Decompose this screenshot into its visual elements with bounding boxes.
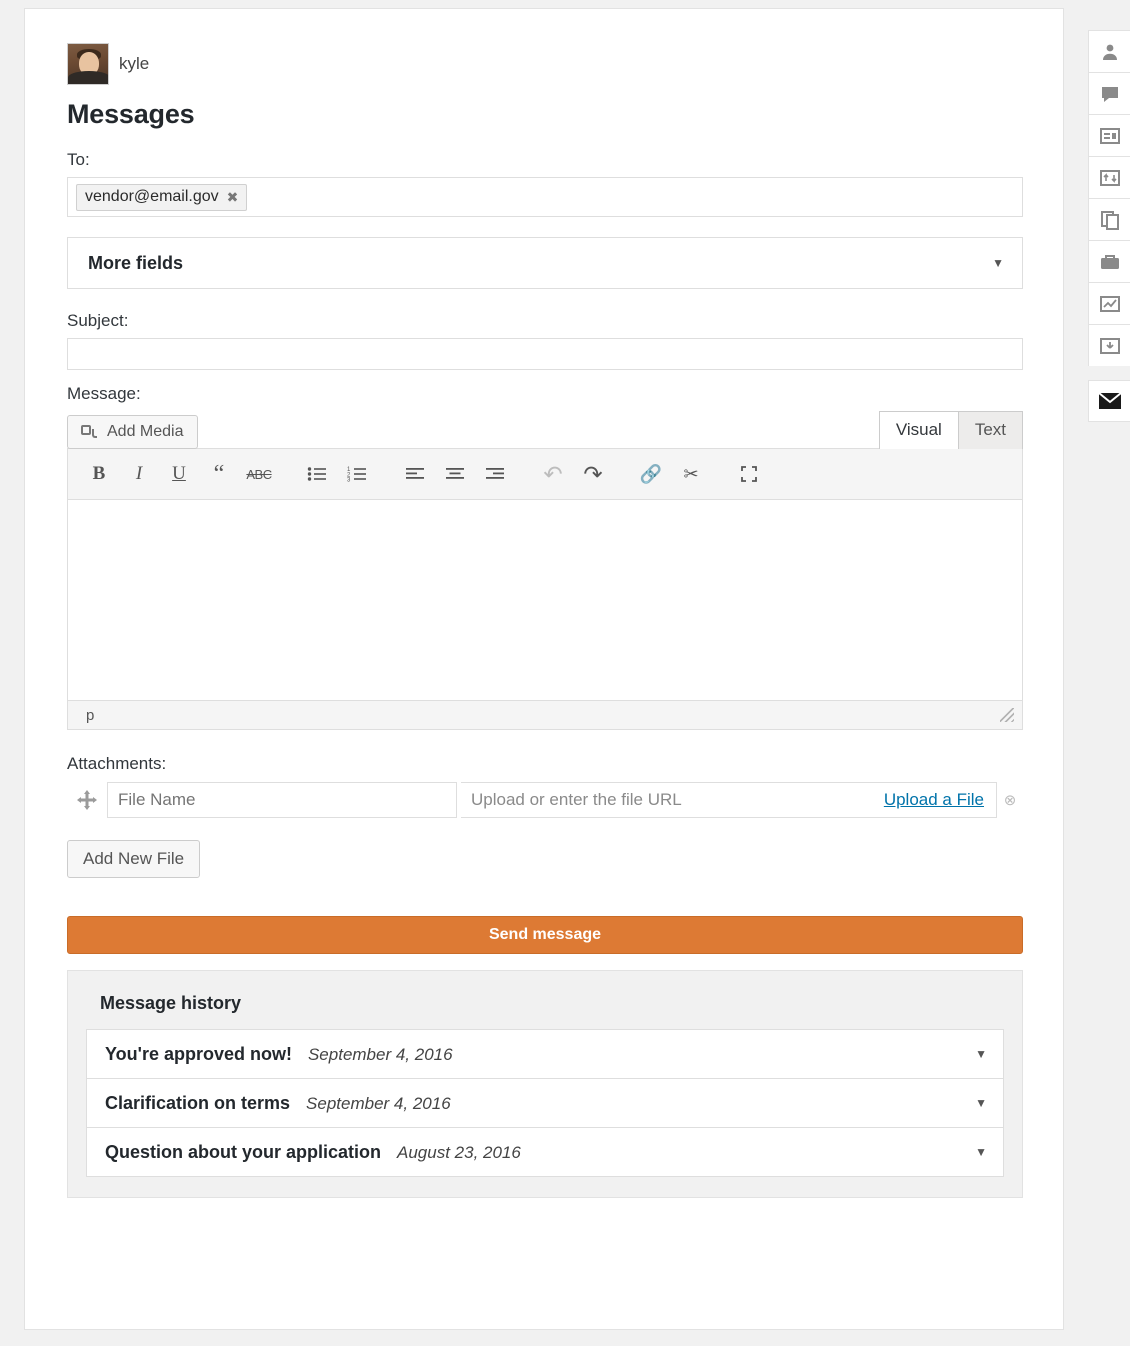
history-item-subject: You're approved now! [105,1043,292,1064]
upload-a-file-link[interactable]: Upload a File [883,790,984,809]
message-editor-body[interactable] [68,500,1022,700]
profile-icon[interactable] [1088,30,1130,72]
remove-attachment-icon[interactable]: ⊗ [1003,792,1017,809]
briefcase-icon[interactable] [1088,240,1130,282]
more-fields-accordion[interactable] [67,237,1023,289]
editor-toolbar [68,449,1022,500]
media-icon [81,424,99,440]
redo-icon[interactable]: ↷ [583,460,603,487]
svg-text:3: 3 [347,477,351,482]
align-right-icon[interactable] [478,457,512,491]
file-url-field[interactable] [461,782,997,818]
toolbar-spacer [714,457,726,491]
add-new-file-button[interactable]: Add New File [67,840,200,878]
remove-link-icon[interactable]: ✂ [683,463,699,484]
toolbar-spacer [616,457,628,491]
history-item-date: September 4, 2016 [306,1093,451,1113]
tab-visual[interactable]: Visual [879,411,959,449]
copy-icon[interactable] [1088,198,1130,240]
italic-icon[interactable]: I [135,463,143,484]
history-item-date: August 23, 2016 [397,1142,521,1162]
chevron-down-icon[interactable]: ▼ [975,1145,987,1159]
to-field[interactable] [67,177,1023,217]
mail-icon[interactable] [1088,380,1130,422]
recipient-token[interactable] [76,184,247,211]
comments-icon[interactable] [1088,72,1130,114]
fullscreen-icon[interactable] [732,457,766,491]
editor-path: p [86,706,95,724]
toolbar-spacer [518,457,530,491]
insert-link-icon[interactable]: 🔗 [639,463,663,484]
user-name: kyle [119,54,150,73]
align-center-icon[interactable] [438,457,472,491]
send-message-button[interactable]: Send message [67,916,1023,954]
chevron-down-icon[interactable]: ▼ [975,1047,987,1061]
rail-spacer [1088,366,1130,380]
more-fields-label: More fields [88,252,184,273]
toolbar-spacer [282,457,294,491]
blockquote-icon[interactable]: “ [213,460,225,487]
svg-text:2: 2 [347,472,351,479]
close-icon[interactable]: ✖ [226,188,239,205]
message-label: Message: [67,384,141,403]
subject-input[interactable] [67,338,1023,370]
align-left-icon[interactable] [398,457,432,491]
history-item-main [105,1044,453,1065]
archive-icon[interactable] [1088,114,1130,156]
history-item-subject: Clarification on terms [105,1092,291,1113]
attachments-label: Attachments: [67,754,167,773]
analytics-icon[interactable] [1088,282,1130,324]
download-icon[interactable] [1088,324,1130,366]
message-history [67,970,1023,1198]
page-title: Messages [67,99,195,129]
tab-text[interactable]: Text [958,411,1023,449]
editor-statusbar [68,700,1022,729]
editor [67,448,1023,730]
history-item[interactable] [86,1127,1004,1177]
subject-label: Subject: [67,311,129,330]
resize-handle[interactable] [1000,708,1014,722]
recipient-token-label: vendor@email.gov [85,187,219,205]
underline-icon[interactable]: U [172,463,186,484]
history-item-date: September 4, 2016 [307,1044,453,1064]
svg-text:1: 1 [347,467,351,473]
history-item-main [105,1093,451,1114]
attachment-row [67,782,1023,818]
chevron-down-icon[interactable]: ▼ [992,256,1004,270]
bulleted-list-icon[interactable] [300,457,334,491]
editor-header [67,411,1023,449]
add-media-label: Add Media [107,423,184,440]
history-item[interactable] [86,1078,1004,1128]
numbered-list-icon[interactable] [340,457,374,491]
toolbar-spacer [380,457,392,491]
to-label: To: [67,150,90,169]
bold-icon[interactable]: B [92,463,106,484]
file-url-placeholder: Upload or enter the file URL [471,790,682,809]
drag-handle-icon[interactable] [67,789,107,811]
file-name-input[interactable] [107,782,457,818]
message-history-title: Message history [100,993,242,1013]
right-icon-rail [1088,30,1130,422]
compare-icon[interactable] [1088,156,1130,198]
history-item[interactable] [86,1029,1004,1079]
add-media-button[interactable] [67,415,198,449]
history-item-subject: Question about your application [105,1141,382,1162]
history-item-main [105,1142,521,1163]
undo-icon[interactable]: ↶ [543,460,563,487]
chevron-down-icon[interactable]: ▼ [975,1096,987,1110]
editor-tabs [879,411,1023,449]
avatar [67,43,109,85]
user-identity [67,43,1023,85]
strikethrough-icon[interactable]: ABC [246,466,272,482]
messages-panel [24,8,1064,1330]
